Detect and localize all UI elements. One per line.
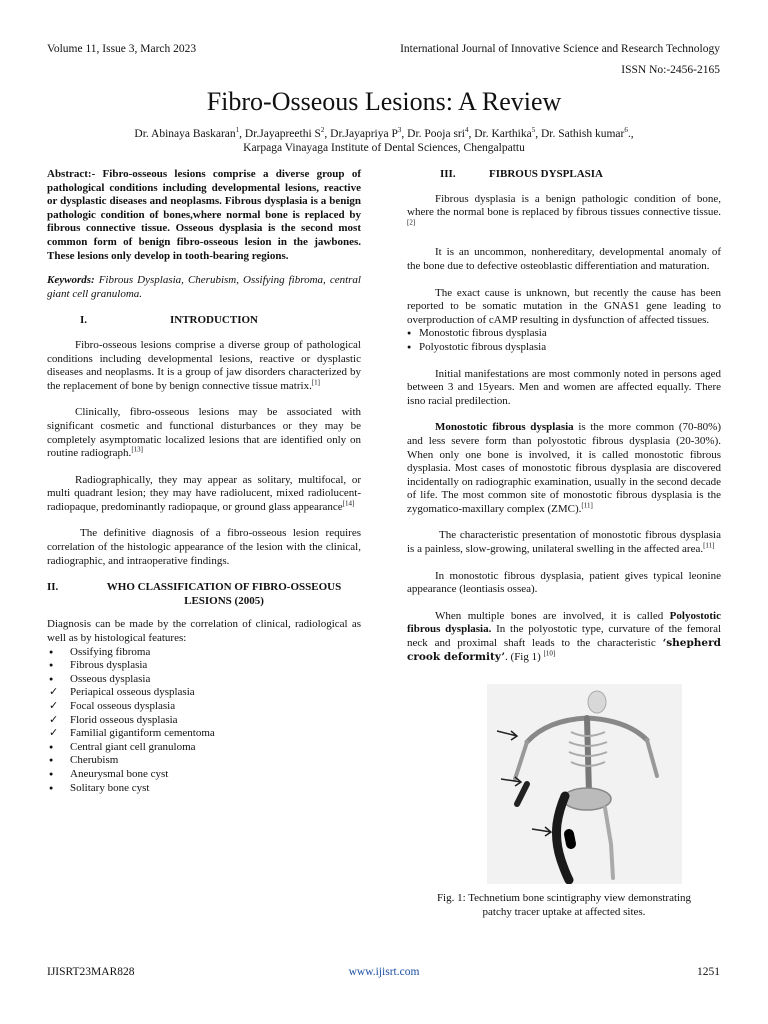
right-column xyxy=(407,168,721,919)
list-item-text: Monostotic fibrous dysplasia xyxy=(419,327,547,340)
list-item-text: Central giant cell granuloma xyxy=(70,740,196,753)
list-item xyxy=(47,727,361,741)
bullet-icon: ● xyxy=(49,742,54,751)
list-item-text: Aneurysmal bone cyst xyxy=(70,767,169,780)
skeleton-scan-image xyxy=(487,684,682,884)
list-item xyxy=(407,327,721,341)
list-item xyxy=(47,741,361,755)
abstract: Abstract:- Fibro-osseous lesions comprise a diverse group of pathological conditions including developmental lesions, reactive or dysplastic diseases and neoplasms. Fibrous dysplasia is a benign pathologic condition of bones,where normal bone is replaced by fibrous connective tissue. Osseous dysplasia is the second most common form of benign fibro-osseous lesion in the jawbones. These lesions only develop in tooth-bearing regions. xyxy=(47,168,361,262)
paragraph: Monostotic fibrous dysplasia is the more common (70-80%) and less severe form than polyostotic fibrous dysplasia (20-30%). When only one bone is involved, it is called monostotic fibrous dysplasia. Most cases of monostotic fibrous dysplasia are discovered incidentally on radiographic examination, usually in the second decade of life. The most common site of monostotic fibrous dysplasia is the zygomatico-maxillary complex (ZMC).[11] xyxy=(407,421,721,515)
author-list: Dr. Abinaya Baskaran$^1$, Dr.Jayapreethi $S^2$, Dr.Jayapriya $P^3$, Dr. Pooja sri$^4$, Dr. Karthika$^5$, Dr. Sathish kumar$^6$., xyxy=(134,126,634,140)
list-item-text: Polyostotic fibrous dysplasia xyxy=(419,340,547,353)
list-item-text: Solitary bone cyst xyxy=(70,781,150,794)
paragraph: The definitive diagnosis of a fibro-osseous lesion requires correlation of the histologic appearance of the lesion with the clinical, radiographic, and intraoperative findings. xyxy=(47,527,361,567)
list-item xyxy=(47,754,361,768)
list-item xyxy=(47,646,361,660)
footer-page-number: 1251 xyxy=(697,966,720,978)
bullet-icon: ● xyxy=(49,647,54,656)
checkmark-icon: ✓ xyxy=(49,700,59,712)
header-issn: ISSN No:-2456-2165 xyxy=(621,64,720,76)
checkmark-icon: ✓ xyxy=(49,686,59,699)
list-item-text: Focal osseous dysplasia xyxy=(70,700,176,712)
footer-website-link[interactable]: www.ijisrt.com xyxy=(348,966,420,978)
list-item xyxy=(47,673,361,687)
paragraph: Clinically, fibro-osseous lesions may be associated with significant cosmetic and functional disturbances or they may be completely asymptomatic localized lesions that are identified only on routine radiograph.[13] xyxy=(47,406,361,460)
list-item xyxy=(47,714,361,728)
section-heading-who-classification: II. WHO CLASSIFICATION OF FIBRO-OSSEOUS LESIONS (2005) xyxy=(47,581,342,607)
figure-caption: Fig. 1: Technetium bone scintigraphy view demonstrating patchy tracer uptake at affected sites. xyxy=(436,892,692,918)
list-item-text: Fibrous dysplasia xyxy=(70,659,148,672)
bullet-icon: ● xyxy=(49,661,54,670)
paragraph: Fibrous dysplasia is a benign pathologic condition of bone, where the normal bone is replaced by fibrous tissues connective tissue.[2] xyxy=(407,192,721,227)
list-item xyxy=(407,341,721,355)
list-item-text: Florid osseous dysplasia xyxy=(70,713,178,726)
list-item-text: Familial gigantiform cementoma xyxy=(70,727,215,740)
bone-scintigraphy-figure xyxy=(487,684,682,884)
bullet-icon: ● xyxy=(49,783,54,792)
list-item-text: Periapical osseous dysplasia xyxy=(70,686,195,699)
paragraph: Diagnosis can be made by the correlation of clinical, radiological as well as by histological features: xyxy=(47,618,361,645)
paragraph: The exact cause is unknown, but recently the cause has been reported to be somatic mutation in the GNAS1 gene leading to overproduction of cAMP resulting in dysfunction of affected tissues. xyxy=(407,286,721,326)
bullet-icon: ● xyxy=(49,769,54,778)
list-item-text: Cherubism xyxy=(70,754,119,767)
section-heading-fibrous-dysplasia: III. FIBROUS DYSPLASIA xyxy=(440,168,603,180)
affiliation: Karpaga Vinayaga Institute of Dental Sciences, Chengalpattu xyxy=(243,142,525,154)
footer-article-id: IJISRT23MAR828 xyxy=(47,966,135,978)
paragraph: The characteristic presentation of monostotic fibrous dysplasia is a painless, slow-growing, unilateral swelling in the affected area.[11] xyxy=(407,529,721,556)
list-item-text: Osseous dysplasia xyxy=(70,672,151,685)
paragraph: In monostotic fibrous dysplasia, patient gives typical leonine appearance (leontiasis ossea). xyxy=(407,569,721,596)
checkmark-icon: ✓ xyxy=(49,727,59,740)
left-column xyxy=(47,168,361,795)
list-item xyxy=(47,700,361,714)
section-heading-introduction: I. INTRODUCTION xyxy=(80,314,258,327)
paragraph: Radiographically, they may appear as solitary, multifocal, or multi quadrant lesion; they may have radiolucent, mixed radiolucent-radiopaque, predominantly radiopaque, or ground glass appearance[14] xyxy=(47,473,361,513)
classification-list xyxy=(47,646,361,796)
paragraph: Initial manifestations are most commonly noted in persons aged between 3 and 15years. Men and women are affected equally. There isno racial predilection. xyxy=(407,367,721,407)
bullet-icon: ● xyxy=(49,756,54,765)
paragraph: It is an uncommon, nonhereditary, developmental anomaly of the bone due to defective osteoblastic differentiation and maturation. xyxy=(407,246,721,272)
list-item-text: Ossifying fibroma xyxy=(70,645,151,658)
bullet-icon: ● xyxy=(407,329,412,338)
checkmark-icon: ✓ xyxy=(49,713,59,726)
list-item xyxy=(47,659,361,673)
paper-title: Fibro-Osseous Lesions: A Review xyxy=(206,87,562,116)
list-item xyxy=(47,782,361,796)
bullet-icon: ● xyxy=(407,342,412,351)
paragraph: When multiple bones are involved, it is called Polyostotic fibrous dysplasia. In the polyostotic type, curvature of the femoral neck and proximal shaft leads to the characteristic ‘shepherd crook deformity’. (Fig 1) [10] xyxy=(407,609,722,663)
types-list xyxy=(407,327,721,354)
header-journal: International Journal of Innovative Science and Research Technology xyxy=(400,43,720,55)
bullet-icon: ● xyxy=(49,674,54,683)
paragraph: Fibro-osseous lesions comprise a diverse group of pathological conditions including developmental lesions, reactive or dysplastic diseases and neoplasms. It is a group of jaw disorders characterized by the replacement of bone by benign connective tissue matrix.[1] xyxy=(47,338,361,392)
list-item xyxy=(47,686,361,700)
list-item xyxy=(47,768,361,782)
header-volume: Volume 11, Issue 3, March 2023 xyxy=(47,43,197,55)
keywords: Keywords: Fibrous Dysplasia, Cherubism, Ossifying fibroma, central giant cell granuloma. xyxy=(47,274,361,300)
